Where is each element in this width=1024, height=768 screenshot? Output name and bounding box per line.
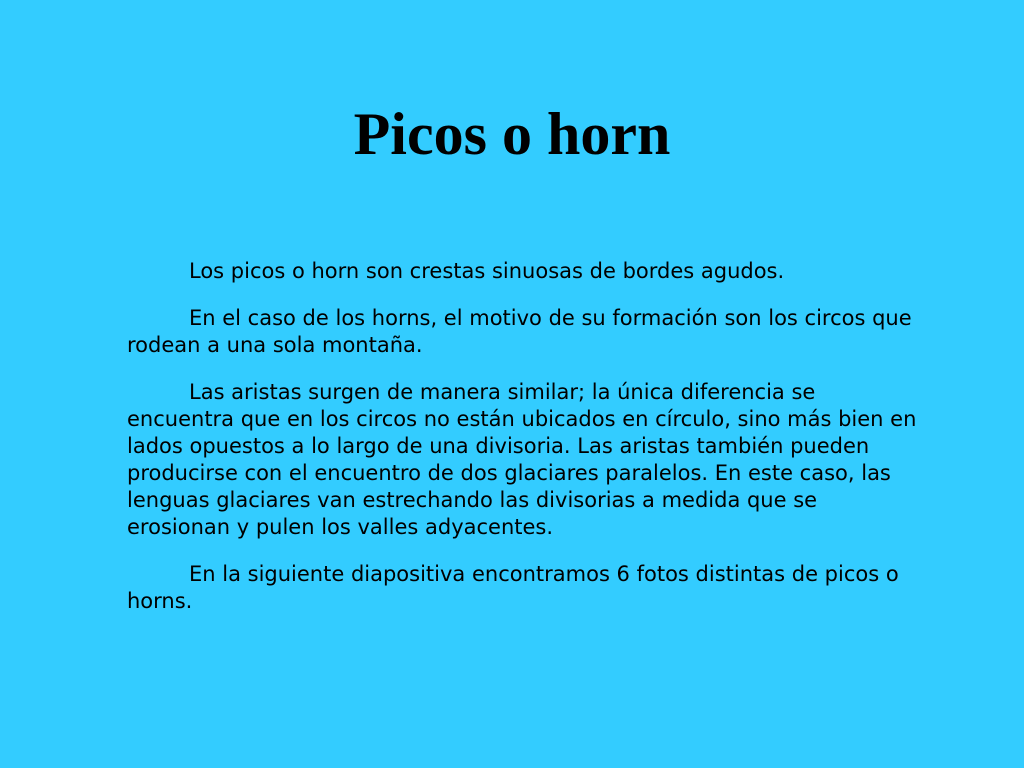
body-paragraph-next-slide: En la siguiente diapositiva encontramos 6 fotos distintas de picos o horns.: [127, 562, 899, 613]
slide-title: Picos o horn: [353, 101, 671, 167]
body-paragraph-aristas: Las aristas surgen de manera similar; la única diferencia se encuentra que en los circos no están ubicados en círculo, sino más bien en lados opuestos a lo largo de una divisoria. Las aristas también pueden producirse con el encuentro de dos glaciares paralelos. En este caso, las lenguas glaciares van estrechando las divisorias a medida que se erosionan y pulen los valles adyacentes.: [127, 380, 917, 539]
body-paragraph-definition: Los picos o horn son crestas sinuosas de bordes agudos.: [189, 259, 785, 283]
slide-body: [127, 258, 917, 635]
body-paragraph-formation: En el caso de los horns, el motivo de su formación son los circos que rodean a una sola montaña.: [127, 306, 912, 357]
